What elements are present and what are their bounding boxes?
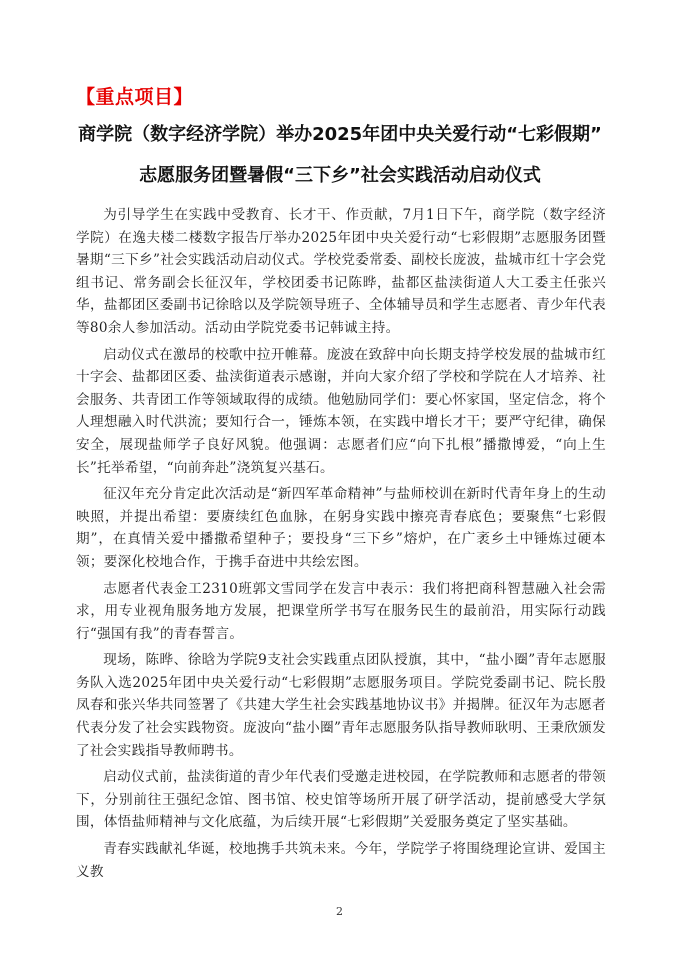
paragraph-2: 启动仪式在激昂的校歌中拉开帷幕。庞波在致辞中向长期支持学校发展的盐城市红十字会、盐都团区委、盐渎街道表示感谢，并向大家介绍了学校和学院在人才培养、社会服务、共青团工作等领域取得的成绩。他勉励同学们：要心怀家国，坚定信念，将个人理想融入时代洪流；要知行合一，锤炼本领，在实践中增长才干；要严守纪律，确保安全，展现盐师学子良好风貌。他强调：志愿者们应“向下扎根”播撒博爱，“向上生长”托举希望，“向前奔赴”浇筑复兴基石。: [76, 346, 606, 476]
paragraph-1: 为引导学生在实践中受教育、长才干、作贡献，7月1日下午，商学院（数字经济学院）在逸夫楼二楼数字报告厅举办2025年团中央关爱行动“七彩假期”志愿服务团暨暑期“三下乡”社会实践活动启动仪式。学校党委常委、副校长庞波，盐城市红十字会党组书记、常务副会长征汉年，学校团委书记陈晔，盐都区盐渎街道人大工委主任张兴华，盐都团区委副书记徐晗以及学院领导班子、全体辅导员和学生志愿者、青少年代表等80余人参加活动。活动由学院党委书记韩诚主持。: [76, 207, 606, 336]
paragraph-7: 青春实践献礼华诞，校地携手共筑未来。今年，学院学子将围绕理论宣讲、爱国主义教: [76, 841, 606, 880]
page-number: 2: [336, 905, 343, 918]
article-title-line-2: 志愿服务团暨暑假“三下乡”社会实践活动启动仪式: [139, 165, 541, 186]
article-title-line-1: 商学院（数字经济学院）举办2025年团中央关爱行动“七彩假期”: [78, 124, 602, 145]
paragraph-6: 启动仪式前，盐渎街道的青少年代表们受邀走进校园，在学院教师和志愿者的带领下，分别前往王强纪念馆、图书馆、校史馆等场所开展了研学活动，提前感受大学氛围，体悟盐师精神与文化底蕴，为后续开展“七彩假期”关爱服务奠定了坚实基础。: [76, 769, 606, 831]
article-body: [76, 204, 606, 887]
section-tag: 【重点项目】: [76, 86, 194, 108]
paragraph-4: 志愿者代表金工2310班郭文雪同学在发言中表示：我们将把商科智慧融入社会需求，用专业视角服务地方发展，把课堂所学书写在服务民生的最前沿，用实际行动践行“强国有我”的青春誓言。: [76, 580, 606, 642]
paragraph-5: 现场，陈晔、徐晗为学院9支社会实践重点团队授旗，其中，“盐小圈”青年志愿服务队入选2025年团中央关爱行动“七彩假期”志愿服务项目。学院党委副书记、院长殷凤春和张兴华共同签署了《共建大学生社会实践基地协议书》并揭牌。征汉年为志愿者代表分发了社会实践物资。庞波向“盐小圈”青年志愿服务队指导教师耿明、王秉欣颁发了社会实践指导教师聘书。: [76, 652, 606, 759]
paragraph-3: 征汉年充分肯定此次活动是“新四军革命精神”与盐师校训在新时代青年身上的生动映照，并提出希望：要赓续红色血脉，在躬身实践中擦亮青春底色；要聚焦“七彩假期”，在真情关爱中播撒希望种子；要投身“三下乡”熔炉，在广袤乡土中锤炼过硬本领；要深化校地合作，于携手奋进中共绘宏图。: [76, 486, 606, 570]
